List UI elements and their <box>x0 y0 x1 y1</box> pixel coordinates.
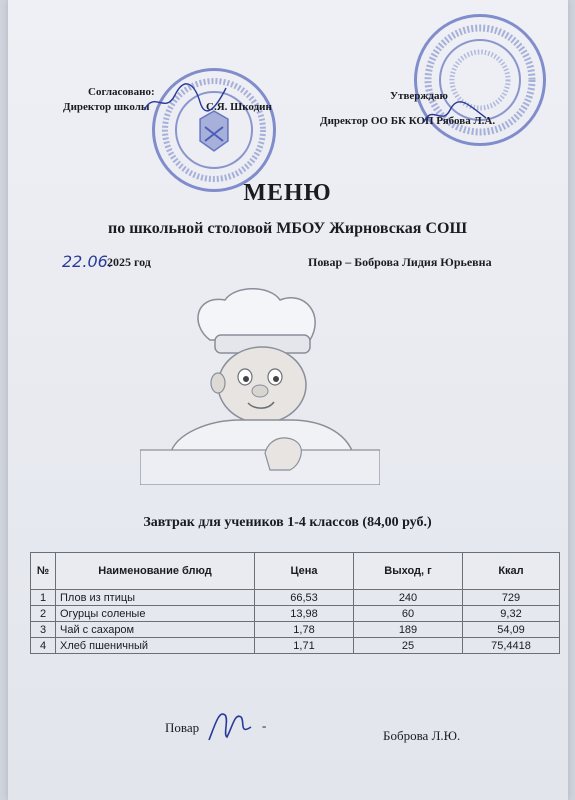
dish-price: 1,78 <box>255 622 354 638</box>
cook-line: Повар – Боброва Лидия Юрьевна <box>308 255 492 269</box>
footer-cook-name: Боброва Л.Ю. <box>383 728 461 743</box>
footer-dash: - <box>262 718 267 733</box>
approver-signature-icon <box>420 100 490 130</box>
table-row <box>31 606 560 622</box>
dish-kcal: 9,32 <box>463 606 560 622</box>
handwritten-date: 22.06. <box>62 252 113 271</box>
page-title: МЕНЮ <box>243 180 332 206</box>
col-dish-header: Наименование блюд <box>56 553 255 590</box>
dish-kcal: 54,09 <box>463 622 560 638</box>
col-kcal-header: Ккал <box>463 553 560 590</box>
dish-name: Чай с сахаром <box>56 622 255 638</box>
dish-kcal: 729 <box>463 590 560 606</box>
col-weight-header: Выход, г <box>354 553 463 590</box>
meal-title: Завтрак для учеников 1-4 классов (84,00 руб.) <box>143 515 432 530</box>
table-row <box>31 622 560 638</box>
row-number: 1 <box>31 590 56 606</box>
footer-cook-label: Повар <box>165 720 200 735</box>
date-year: 2025 год <box>107 255 151 269</box>
col-number-header: № <box>31 553 56 590</box>
row-number: 4 <box>31 638 56 654</box>
dish-name: Огурцы соленые <box>56 606 255 622</box>
dish-weight: 25 <box>354 638 463 654</box>
dish-price: 1,71 <box>255 638 354 654</box>
agreed-label: Согласовано: <box>88 86 155 98</box>
cook-signature-icon <box>205 705 255 745</box>
agreed-name: С.Я. Шкодин <box>206 101 272 113</box>
table-row <box>31 638 560 654</box>
page-subtitle: по школьной столовой МБОУ Жирновская СОШ <box>107 220 468 237</box>
dish-name: Хлеб пшеничный <box>56 638 255 654</box>
approved-label: Утверждаю <box>390 90 448 102</box>
row-number: 3 <box>31 622 56 638</box>
col-price-header: Цена <box>255 553 354 590</box>
dish-price: 66,53 <box>255 590 354 606</box>
dish-price: 13,98 <box>255 606 354 622</box>
dish-name: Плов из птицы <box>56 590 255 606</box>
dish-kcal: 75,4418 <box>463 638 560 654</box>
table-header-row <box>31 553 560 590</box>
dish-weight: 240 <box>354 590 463 606</box>
approved-role-name: Директор ОО БК КОП Рябова Л.А. <box>320 115 496 127</box>
dish-weight: 189 <box>354 622 463 638</box>
chef-illustration <box>140 285 380 485</box>
agreed-role: Директор школы <box>63 101 150 113</box>
menu-table <box>30 552 560 654</box>
table-row <box>31 590 560 606</box>
dish-weight: 60 <box>354 606 463 622</box>
director-signature-icon <box>140 80 230 120</box>
row-number: 2 <box>31 606 56 622</box>
